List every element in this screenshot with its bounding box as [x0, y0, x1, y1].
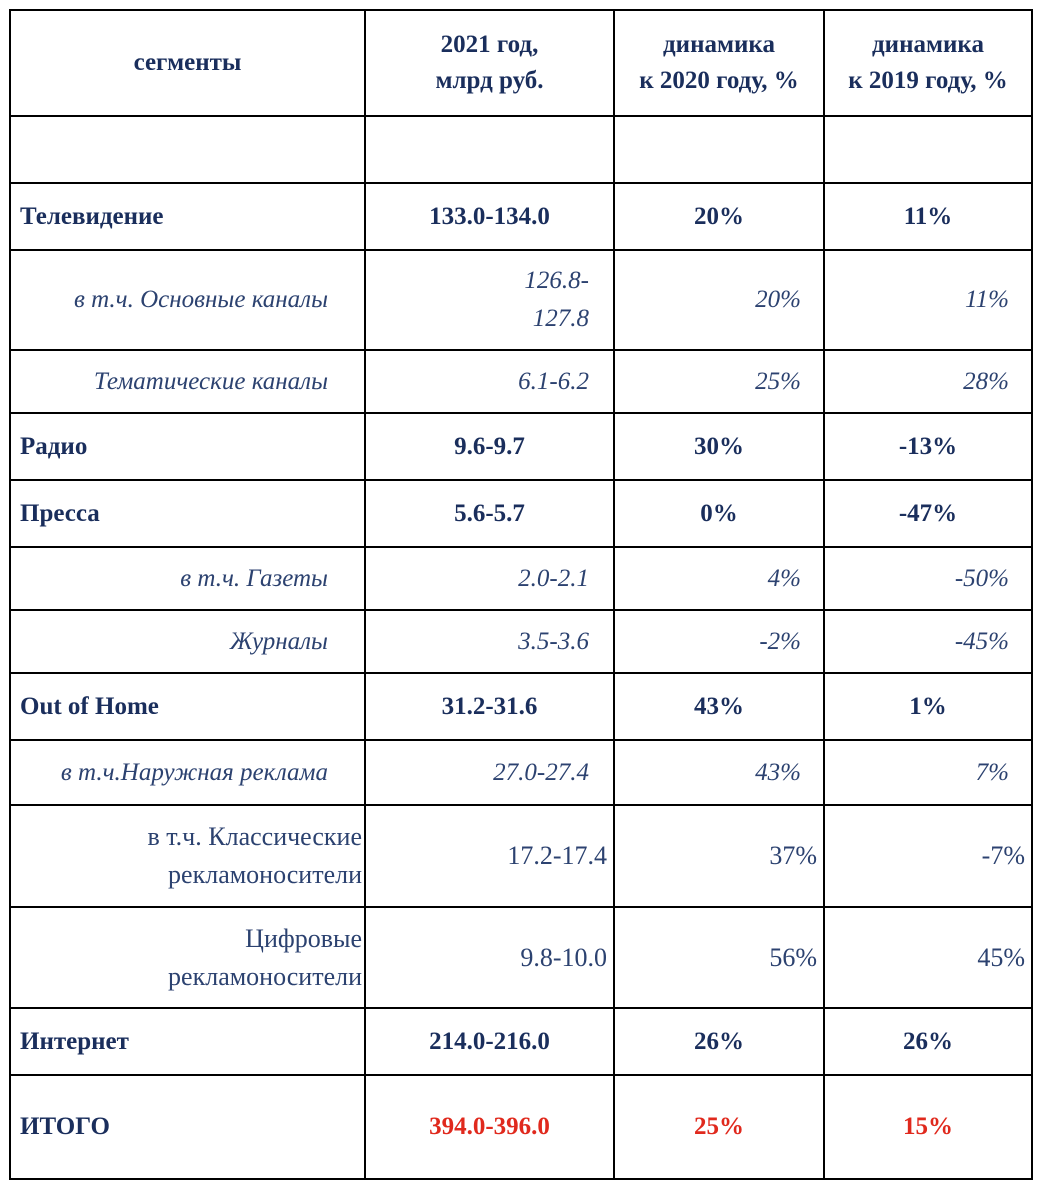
empty-cell — [10, 116, 365, 183]
segment-cell: Журналы — [10, 610, 365, 673]
dynamics-2019-cell: -13% — [824, 413, 1032, 480]
dynamics-2020-cell: 20% — [614, 183, 824, 250]
header-year: 2021 год, млрд руб. — [365, 10, 614, 116]
value-cell: 5.6-5.7 — [365, 480, 614, 547]
table-row — [10, 610, 1032, 673]
total-row — [10, 1075, 1032, 1179]
dynamics-2020-cell: 37% — [614, 805, 824, 907]
segment-cell: в т.ч. Классические рекламоносители — [10, 805, 365, 907]
table-row — [10, 1008, 1032, 1075]
table-row — [10, 350, 1032, 413]
table-row — [10, 547, 1032, 610]
table-row — [10, 907, 1032, 1008]
value-cell: 133.0-134.0 — [365, 183, 614, 250]
value-cell: 9.8-10.0 — [365, 907, 614, 1008]
table-row — [10, 413, 1032, 480]
dynamics-2019-cell: -47% — [824, 480, 1032, 547]
segment-cell: в т.ч.Наружная реклама — [10, 740, 365, 805]
value-cell: 6.1-6.2 — [365, 350, 614, 413]
value-cell: 214.0-216.0 — [365, 1008, 614, 1075]
value-cell: 9.6-9.7 — [365, 413, 614, 480]
dynamics-2019-cell: -50% — [824, 547, 1032, 610]
dynamics-2020-cell: -2% — [614, 610, 824, 673]
segment-cell: Out of Home — [10, 673, 365, 740]
value-cell: 394.0-396.0 — [365, 1075, 614, 1179]
value-cell: 3.5-3.6 — [365, 610, 614, 673]
value-cell: 17.2-17.4 — [365, 805, 614, 907]
table-row — [10, 480, 1032, 547]
table-row — [10, 805, 1032, 907]
dynamics-2019-cell: -7% — [824, 805, 1032, 907]
dynamics-2019-cell: -45% — [824, 610, 1032, 673]
ad-market-table — [9, 9, 1033, 1180]
segment-cell: Интернет — [10, 1008, 365, 1075]
header-dynamics-2019: динамика к 2019 году, % — [824, 10, 1032, 116]
dynamics-2019-cell: 15% — [824, 1075, 1032, 1179]
dynamics-2019-cell: 11% — [824, 183, 1032, 250]
table-row — [10, 673, 1032, 740]
empty-cell — [614, 116, 824, 183]
dynamics-2020-cell: 4% — [614, 547, 824, 610]
dynamics-2019-cell: 45% — [824, 907, 1032, 1008]
segment-cell: ИТОГО — [10, 1075, 365, 1179]
value-cell: 27.0-27.4 — [365, 740, 614, 805]
segment-cell: Радио — [10, 413, 365, 480]
empty-cell — [824, 116, 1032, 183]
dynamics-2019-cell: 1% — [824, 673, 1032, 740]
segment-cell: Тематические каналы — [10, 350, 365, 413]
table-row — [10, 183, 1032, 250]
header-row — [10, 10, 1032, 116]
value-cell: 31.2-31.6 — [365, 673, 614, 740]
dynamics-2020-cell: 25% — [614, 1075, 824, 1179]
segment-cell: Пресса — [10, 480, 365, 547]
dynamics-2019-cell: 26% — [824, 1008, 1032, 1075]
dynamics-2020-cell: 25% — [614, 350, 824, 413]
value-cell: 2.0-2.1 — [365, 547, 614, 610]
dynamics-2020-cell: 26% — [614, 1008, 824, 1075]
dynamics-2020-cell: 56% — [614, 907, 824, 1008]
dynamics-2020-cell: 20% — [614, 250, 824, 350]
table-row — [10, 250, 1032, 350]
header-dynamics-2020: динамика к 2020 году, % — [614, 10, 824, 116]
value-cell: 126.8- 127.8 — [365, 250, 614, 350]
segment-cell: Цифровые рекламоносители — [10, 907, 365, 1008]
segment-cell: в т.ч. Газеты — [10, 547, 365, 610]
dynamics-2020-cell: 30% — [614, 413, 824, 480]
empty-cell — [365, 116, 614, 183]
dynamics-2019-cell: 11% — [824, 250, 1032, 350]
segment-cell: Телевидение — [10, 183, 365, 250]
dynamics-2019-cell: 28% — [824, 350, 1032, 413]
dynamics-2020-cell: 43% — [614, 673, 824, 740]
dynamics-2019-cell: 7% — [824, 740, 1032, 805]
header-segment: сегменты — [10, 10, 365, 116]
segment-cell: в т.ч. Основные каналы — [10, 250, 365, 350]
empty-row — [10, 116, 1032, 183]
dynamics-2020-cell: 43% — [614, 740, 824, 805]
dynamics-2020-cell: 0% — [614, 480, 824, 547]
table-row — [10, 740, 1032, 805]
